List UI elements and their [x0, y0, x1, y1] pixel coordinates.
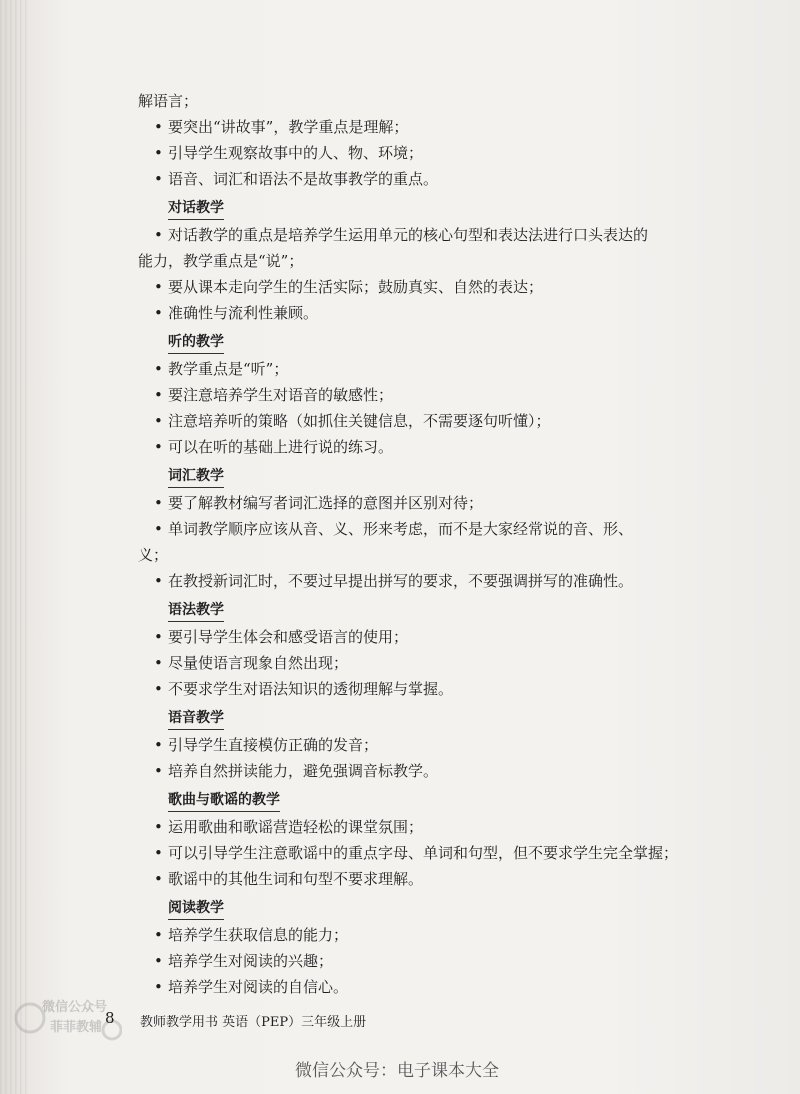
bullet-text: 引导学生观察故事中的人、物、环境；	[168, 144, 424, 162]
bullet-icon: •	[154, 438, 163, 456]
section-heading: 语法教学	[168, 599, 224, 622]
bullet-text: 语音、词汇和语法不是故事教学的重点。	[168, 170, 439, 188]
section-heading-row	[138, 596, 693, 622]
bullet-icon: •	[154, 818, 163, 836]
bullet-item	[138, 974, 693, 1000]
bullet-item	[138, 922, 693, 948]
bullet-item	[138, 140, 693, 166]
bullet-icon: •	[154, 412, 163, 430]
stamp-line-2: 菲菲教辅	[50, 1020, 103, 1035]
bullet-text: 教学重点是“听”；	[168, 360, 289, 378]
bullet-item	[138, 650, 693, 676]
section-heading: 词汇教学	[168, 465, 224, 488]
bullet-icon: •	[154, 926, 163, 944]
bullet-item	[138, 732, 693, 758]
bullet-text: 可以引导学生注意歌谣中的重点字母、单词和句型，但不要求学生完全掌握；	[168, 844, 679, 862]
bullet-item	[138, 814, 693, 840]
bullet-text: 运用歌曲和歌谣营造轻松的课堂氛围；	[168, 818, 424, 836]
page-number: 8	[105, 1009, 115, 1027]
bullet-icon: •	[154, 118, 163, 136]
bullet-item	[138, 382, 693, 408]
bullet-continuation: 义；	[138, 546, 169, 564]
section-heading: 语音教学	[168, 707, 224, 730]
bullet-item	[138, 166, 693, 192]
footer-title: 教师教学用书 英语（PEP）三年级上册	[140, 1015, 367, 1030]
bullet-icon: •	[154, 978, 163, 996]
bullet-icon: •	[154, 494, 163, 512]
bullet-item	[138, 274, 693, 300]
bullet-icon: •	[154, 520, 163, 538]
bullet-text: 尽量使语言现象自然出现；	[168, 654, 349, 672]
bullet-text: 要突出“讲故事”，教学重点是理解；	[168, 118, 409, 136]
bullet-icon: •	[154, 144, 163, 162]
page-body	[138, 88, 693, 1000]
bullet-continuation: 能力，教学重点是“说”；	[138, 252, 304, 270]
bullet-icon: •	[154, 654, 163, 672]
bullet-item	[138, 948, 693, 974]
section-heading: 歌曲与歌谣的教学	[168, 789, 280, 812]
section-heading: 对话教学	[168, 197, 224, 220]
bullet-text: 要从课本走向学生的生活实际；鼓励真实、自然的表达；	[168, 278, 544, 296]
bullet-item	[138, 624, 693, 650]
section-heading-row	[138, 894, 693, 920]
bullet-item	[138, 758, 693, 784]
page-edge-stack	[0, 0, 28, 1094]
bullet-icon: •	[154, 680, 163, 698]
bullet-item	[138, 490, 693, 516]
bullet-item	[138, 568, 693, 594]
bullet-icon: •	[154, 572, 163, 590]
bullet-text: 培养自然拼读能力，避免强调音标教学。	[168, 762, 439, 780]
section-heading-row	[138, 462, 693, 488]
bullet-item	[138, 356, 693, 382]
bullet-icon: •	[154, 736, 163, 754]
bullet-item	[138, 840, 693, 866]
bullet-item	[138, 676, 693, 702]
bullet-item	[138, 114, 693, 140]
bullet-icon: •	[154, 762, 163, 780]
section-heading-row	[138, 786, 693, 812]
bullet-text: 不要求学生对语法知识的透彻理解与掌握。	[168, 680, 454, 698]
bullet-icon: •	[154, 628, 163, 646]
section-list	[138, 194, 693, 1000]
watermark-text: 微信公众号：电子课本大全	[295, 1061, 499, 1081]
bullet-text: 可以在听的基础上进行说的练习。	[168, 438, 394, 456]
bullet-text: 要了解教材编写者词汇选择的意图并区别对待；	[168, 494, 484, 512]
section-heading-row	[138, 328, 693, 354]
intro-line: 解语言；	[138, 92, 199, 110]
bullet-text: 培养学生获取信息的能力；	[168, 926, 349, 944]
bullet-text: 单词教学顺序应该从音、义、形来考虑，而不是大家经常说的音、形、	[168, 520, 634, 538]
bullet-item	[138, 866, 693, 892]
section-heading: 阅读教学	[168, 897, 224, 920]
bullet-text: 引导学生直接模仿正确的发音；	[168, 736, 379, 754]
section-heading-row	[138, 704, 693, 730]
intro-bullet-list	[138, 114, 693, 192]
bullet-text: 准确性与流利性兼顾。	[168, 304, 319, 322]
bullet-text: 培养学生对阅读的兴趣；	[168, 952, 334, 970]
bullet-icon: •	[154, 386, 163, 404]
stamp-line-1: 微信公众号	[42, 1000, 108, 1015]
bullet-text: 歌谣中的其他生词和句型不要求理解。	[168, 870, 424, 888]
bullet-icon: •	[154, 844, 163, 862]
section-heading: 听的教学	[168, 331, 224, 354]
bullet-text: 要注意培养学生对语音的敏感性；	[168, 386, 394, 404]
bullet-icon: •	[154, 278, 163, 296]
bullet-text: 注意培养听的策略（如抓住关键信息，不需要逐句听懂）；	[168, 412, 551, 430]
bullet-text: 对话教学的重点是培养学生运用单元的核心句型和表达法进行口头表达的	[168, 226, 649, 244]
bullet-icon: •	[154, 870, 163, 888]
bullet-item	[138, 516, 693, 568]
bullet-icon: •	[154, 170, 163, 188]
bullet-text: 培养学生对阅读的自信心。	[168, 978, 349, 996]
bullet-icon: •	[154, 304, 163, 322]
bullet-item	[138, 300, 693, 326]
bullet-text: 在教授新词汇时，不要过早提出拼写的要求，不要强调拼写的准确性。	[168, 572, 634, 590]
bullet-text: 要引导学生体会和感受语言的使用；	[168, 628, 409, 646]
bullet-item	[138, 222, 693, 274]
section-heading-row	[138, 194, 693, 220]
bullet-item	[138, 408, 693, 434]
bullet-icon: •	[154, 226, 163, 244]
bullet-icon: •	[154, 360, 163, 378]
bullet-icon: •	[154, 952, 163, 970]
bullet-item	[138, 434, 693, 460]
